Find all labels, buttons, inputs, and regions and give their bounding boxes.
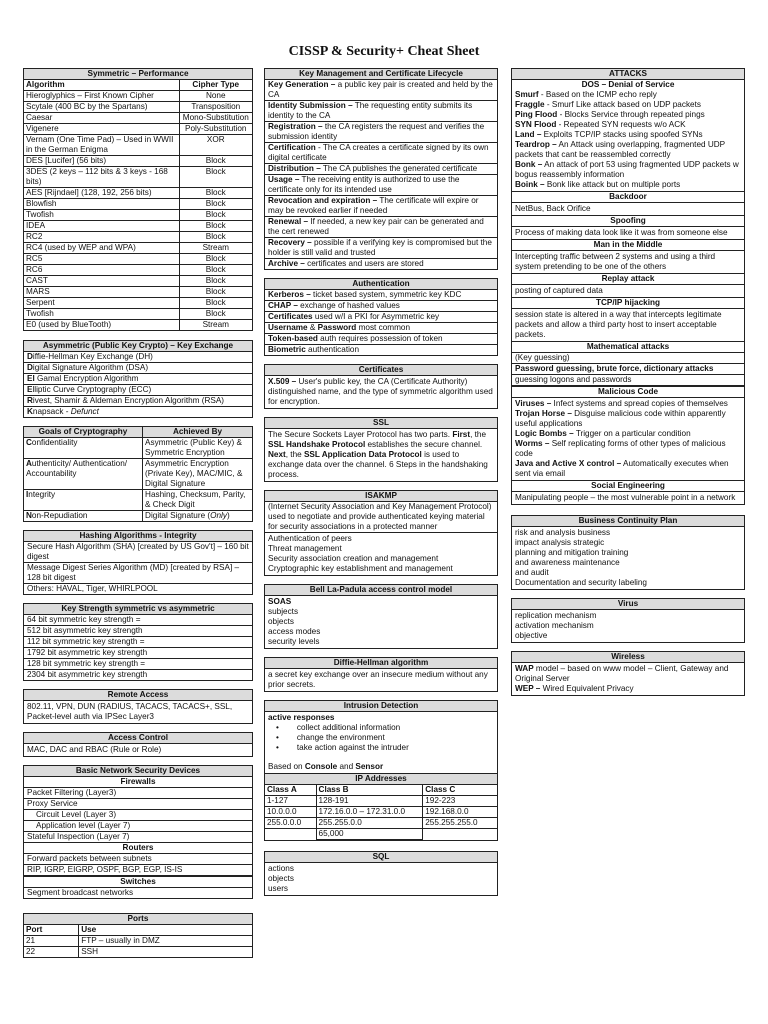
section-heading: IP Addresses: [265, 773, 497, 785]
table-row: 10.0.0.0 172.16.0.0 – 172.31.0.0 192.168.0.0: [265, 807, 497, 818]
key-management-section: [264, 68, 498, 270]
wireless-section: [511, 651, 745, 696]
list-item: Circuit Level (Layer 3): [24, 810, 252, 821]
list-item: Boink – Bonk like attack but on multiple ports: [515, 180, 681, 189]
table-row: 22 SSH: [24, 947, 252, 958]
section-heading: Virus: [512, 599, 744, 610]
sql-section: [264, 851, 498, 896]
section-heading: ATTACKS: [512, 69, 744, 80]
list-item: Java and Active X control – Automatically executes when sent via email: [515, 459, 729, 478]
list-item: Digital Signature Algorithm (DSA): [24, 363, 252, 374]
ssl-section: [264, 417, 498, 482]
section-heading: Intrusion Detection: [265, 701, 497, 712]
diffie-hellman-section: [264, 657, 498, 692]
table-row: Scytale (400 BC by the Spartans) Transposition: [24, 102, 252, 113]
list-item: Proxy Service: [24, 799, 252, 810]
list-item: Ping Flood - Blocks Service through repeated pings: [515, 110, 705, 119]
soas-label: SOAS: [268, 597, 292, 606]
column-header: Achieved By: [143, 427, 252, 438]
section-heading: Ports: [24, 914, 252, 925]
section-heading: Key Strength symmetric vs asymmetric: [24, 604, 252, 615]
list: [265, 533, 497, 575]
table-row: Integrity Hashing, Checksum, Parity, & Check Digit: [24, 490, 252, 511]
table-row: Twofish Block: [24, 309, 252, 320]
table-row: Serpent Block: [24, 298, 252, 309]
section-heading: Authentication: [265, 279, 497, 290]
list-item: and audit: [515, 568, 549, 577]
section-text: X.509 – User's public key, the CA (Certificate Authority) distinguished name, and the type of symmetric algorithm used for encryption.: [268, 377, 493, 406]
section-heading: Wireless: [512, 652, 744, 663]
subheading: Social Engineering: [512, 480, 744, 492]
asymmetric-section: [23, 340, 253, 418]
section-text: session state is altered in a way that intercepts legitimate packets and allow a third party host to insert acceptable packets.: [515, 310, 722, 339]
list-item: Identity Submission – The requesting entity submits its identity to the CA: [265, 101, 497, 122]
business-continuity-section: [511, 515, 745, 590]
column-header: Algorithm: [24, 80, 179, 91]
list-item: objects: [268, 617, 294, 626]
section-text: MAC, DAC and RBAC (Rule or Role): [27, 745, 162, 754]
column-middle: [264, 68, 498, 904]
column-header: Class B: [316, 785, 423, 796]
page-title: CISSP & Security+ Cheat Sheet: [288, 44, 480, 59]
list-item: Username & Password most common: [265, 323, 497, 334]
list-item: WEP – Wired Equivalent Privacy: [515, 684, 634, 693]
section-heading: Bell La-Padula access control model: [265, 585, 497, 596]
based-on-text: Based on Console and Sensor: [268, 762, 384, 771]
list-item: Rivest, Shamir & Aldeman Encryption Algorithm (RSA): [24, 396, 252, 407]
list-item: Secure Hash Algorithm (SHA) [created by US Gov't] – 160 bit digest: [24, 542, 252, 563]
list-item: Recovery – possible if a verifying key is compromised but the holder is still valid and trusted: [265, 238, 497, 259]
column-header: Class A: [265, 785, 316, 796]
subheading: Firewalls: [24, 777, 252, 788]
attacks-section: [511, 68, 745, 505]
table-row: Hieroglyphics – First Known Cipher None: [24, 91, 252, 102]
table-row: Twofish Block: [24, 210, 252, 221]
list-item: Others: HAVAL, Tiger, WHIRLPOOL: [27, 584, 158, 593]
list-item: impact analysis strategic: [515, 538, 605, 547]
list-item: Teardrop – An Attack using overlapping, fragmented UDP packets that cant be reassembled correctly: [515, 140, 725, 159]
table-row: RC6 Block: [24, 265, 252, 276]
table-row: 255.0.0.0 255.255.0.0 255.255.255.0: [265, 818, 497, 829]
ip-table: [265, 785, 497, 840]
section-heading: SQL: [265, 852, 497, 863]
column-left: [23, 68, 253, 966]
list-item: Logic Bombs – Trigger on a particular condition: [515, 429, 691, 438]
list-item: Trojan Horse – Disguise malicious code within apparently useful applications: [515, 409, 726, 428]
list-item: CHAP – exchange of hashed values: [265, 301, 497, 312]
section-heading: Key Management and Certificate Lifecycle: [265, 69, 497, 80]
list-item: Cryptographic key establishment and management: [268, 564, 453, 573]
list-item: Bonk – An attack of port 53 using fragmented UDP packets w bogus reassembly information: [515, 160, 739, 179]
list-item: RIP, IGRP, EIGRP, OSPF, BGP, EGP, IS-IS: [24, 865, 252, 876]
key-strength-section: [23, 603, 253, 681]
list-item: El Gamal Encryption Algorithm: [24, 374, 252, 385]
table-row: RC5 Block: [24, 254, 252, 265]
section-text: Intercepting traffic between 2 systems and using a third system pretending to be one of the others: [515, 252, 716, 271]
list-item: WAP model – based on www model – Client, Gateway and Original Server: [515, 664, 729, 683]
list-item: Renewal – If needed, a new key pair can be generated and the cert renewed: [265, 217, 497, 238]
section-text: Process of making data look like it was from someone else: [515, 228, 728, 237]
subheading: Spoofing: [512, 215, 744, 227]
section-heading: Access Control: [24, 733, 252, 744]
section-text: posting of captured data: [515, 286, 603, 295]
hashing-section: [23, 530, 253, 595]
certificates-section: [264, 364, 498, 409]
table-row: Confidentiality Asymmetric (Public Key) & Symmetric Encryption: [24, 438, 252, 459]
bullet-list: [268, 723, 494, 753]
table-row: 65,000: [265, 829, 497, 840]
list-item: Usage – The receiving entity is authorized to use the certificate only for its intended use: [265, 175, 497, 196]
section-text: The Secure Sockets Layer Protocol has two parts. First, the SSL Handshake Protocol establishes the secure channel. Next, the SSL Application Data Protocol is used to exchange data over the channel. 6 Steps in the handshaking process.: [268, 430, 488, 479]
list-item: Revocation and expiration – The certificate will expire or may be revoked earlier if needed: [265, 196, 497, 217]
column-right: [511, 68, 745, 704]
list: [265, 596, 497, 648]
section-text: a secret key exchange over an insecure medium without any prior secrets.: [268, 670, 488, 689]
ports-table: [24, 925, 252, 957]
list-item: access modes: [268, 627, 321, 636]
list-item: Viruses – Infect systems and spread copies of themselves: [515, 399, 728, 408]
table-row: CAST Block: [24, 276, 252, 287]
symmetric-table: [24, 80, 252, 330]
list-item: 2304 bit asymmetric key strength: [27, 670, 148, 679]
subheading: TCP/IP hijacking: [512, 297, 744, 309]
list-item: • collect additional information: [276, 723, 494, 733]
virus-section: [511, 598, 745, 643]
list-item: 1792 bit asymmetric key strength: [24, 648, 252, 659]
section-text: Manipulating people – the most vulnerable point in a network: [515, 493, 736, 502]
list-item: Application level (Layer 7): [24, 821, 252, 832]
list-item: SYN Flood - Repeated SYN requests w/o ACK: [515, 120, 686, 129]
list-item: security levels: [268, 637, 320, 646]
section-heading: Hashing Algorithms - Integrity: [24, 531, 252, 542]
section-heading: Diffie-Hellman algorithm: [265, 658, 497, 669]
list-item: Smurf - Based on the ICMP echo reply: [515, 90, 657, 99]
remote-access-section: [23, 689, 253, 724]
section-heading: Remote Access: [24, 690, 252, 701]
table-row: IDEA Block: [24, 221, 252, 232]
list-item: Distribution – The CA publishes the generated certificate: [265, 164, 497, 175]
list-item: users: [268, 884, 289, 893]
section-heading: Business Continuity Plan: [512, 516, 744, 527]
list-item: Token-based auth requires possession of token: [265, 334, 497, 345]
list-item: subjects: [268, 607, 299, 616]
table-row: 3DES (2 keys – 112 bits & 3 keys - 168 bits) Block: [24, 167, 252, 188]
access-control-section: [23, 732, 253, 757]
list-item: Registration – the CA registers the request and verifies the submission identity: [265, 122, 497, 143]
goals-table: [24, 427, 252, 521]
table-row: Non-Repudiation Digital Signature (Only): [24, 511, 252, 522]
list-item: Biometric authentication: [268, 345, 360, 354]
list-item: Key Generation – a public key pair is created and held by the CA: [265, 80, 497, 101]
list-item: Knapsack - Defunct: [27, 407, 99, 416]
section-heading: ISAKMP: [265, 491, 497, 502]
table-row: Blowfish Block: [24, 199, 252, 210]
list-item: (Key guessing): [512, 353, 744, 364]
subheading: Malicious Code: [512, 386, 744, 398]
column-header: Class C: [423, 785, 497, 796]
goals-section: [23, 426, 253, 522]
list-item: actions: [268, 864, 294, 873]
list-item: and awareness maintenance: [515, 558, 620, 567]
table-row: Caesar Mono-Substitution: [24, 113, 252, 124]
section-text: (Internet Security Association and Key Management Protocol) used to negotiate and provide authenticated keying material for security associations in a protected manner: [265, 502, 497, 533]
subheading: Backdoor: [512, 191, 744, 203]
list-item: Certification - The CA creates a certificate signed by its own digital certificate: [265, 143, 497, 164]
list-item: Elliptic Curve Cryptography (ECC): [24, 385, 252, 396]
section-heading: Certificates: [265, 365, 497, 376]
list-item: Security association creation and management: [268, 554, 439, 563]
list-item: 512 bit asymmetric key strength: [24, 626, 252, 637]
table-row: 21 FTP – usually in DMZ: [24, 936, 252, 947]
section-heading: Basic Network Security Devices: [24, 766, 252, 777]
table-row: MARS Block: [24, 287, 252, 298]
table-row: Vernam (One Time Pad) – Used in WWII in the German Enigma XOR: [24, 135, 252, 156]
list-item: Kerberos – ticket based system, symmetric key KDC: [265, 290, 497, 301]
table-row: RC4 (used by WEP and WPA) Stream: [24, 243, 252, 254]
list-item: Certificates used w/I a PKI for Asymmetric key: [265, 312, 497, 323]
subheading: Man in the Middle: [512, 239, 744, 251]
list-item: Archive – certificates and users are stored: [268, 259, 424, 268]
column-header: Cipher Type: [179, 80, 252, 91]
list-item: Worms – Self replicating forms of other types of malicious code: [515, 439, 726, 458]
list-item: 112 bit symmetric key strength =: [24, 637, 252, 648]
list-item: activation mechanism: [515, 621, 594, 630]
list-item: Diffie-Hellman Key Exchange (DH): [24, 352, 252, 363]
section-heading: Asymmetric (Public Key Crypto) – Key Exchange: [24, 341, 252, 352]
table-row: DES [Lucifer] (56 bits) Block: [24, 156, 252, 167]
list-item: Fraggle - Smurf Like attack based on UDP packets: [515, 100, 701, 109]
list-item: • change the environment: [276, 733, 494, 743]
list-item: Password guessing, brute force, dictionary attacks: [512, 364, 744, 375]
subheading: Replay attack: [512, 273, 744, 285]
column-header: Goals of Cryptography: [24, 427, 143, 438]
list-item: Land – Exploits TCP/IP stacks using spoofed SYNs: [515, 130, 703, 139]
subheading: DOS – Denial of Service: [581, 80, 675, 89]
list-item: risk and analysis business: [515, 528, 611, 537]
intrusion-detection-section: [264, 700, 498, 841]
list-item: Threat management: [268, 544, 342, 553]
list-item: objective: [515, 631, 548, 640]
ports-section: [23, 913, 253, 958]
table-row: RC2 Block: [24, 232, 252, 243]
table-row: 1-127 128-191 192-223: [265, 796, 497, 807]
list-item: Authentication of peers: [268, 534, 352, 543]
section-text: 802.11, VPN, DUN (RADIUS, TACACS, TACACS+, SSL, Packet-level auth via IPSec Layer3: [27, 702, 233, 721]
list-item: 64 bit symmetric key strength =: [24, 615, 252, 626]
list-item: 128 bit symmetric key strength =: [24, 659, 252, 670]
active-responses-label: active responses: [268, 713, 335, 722]
list-item: • take action against the intruder: [276, 743, 494, 753]
table-row: AES [Rijndael] (128, 192, 256 bits) Block: [24, 188, 252, 199]
list-item: Packet Filtering (Layer3): [24, 788, 252, 799]
list-item: guessing logons and passwords: [512, 375, 744, 386]
section-heading: Symmetric – Performance: [24, 69, 252, 80]
table-row: Vigenere Poly-Substitution: [24, 124, 252, 135]
list-item: replication mechanism: [515, 611, 597, 620]
list-item: Documentation and security labeling: [515, 578, 647, 587]
symmetric-section: [23, 68, 253, 331]
table-row: E0 (used by BlueTooth) Stream: [24, 320, 252, 331]
subheading: Switches: [24, 876, 252, 888]
list-item: Segment broadcast networks: [27, 888, 134, 897]
list-item: objects: [268, 874, 294, 883]
isakmp-section: [264, 490, 498, 576]
table-row: Authenticity/ Authentication/ Accountability Asymmetric Encryption (Private Key), MAC/MIC, & Digital Signature: [24, 459, 252, 490]
column-header: Port: [24, 925, 79, 936]
list-item: Stateful Inspection (Layer 7): [24, 832, 252, 843]
list-item: Forward packets between subnets: [24, 854, 252, 865]
subheading: Routers: [24, 843, 252, 854]
list-item: Message Digest Series Algorithm (MD) [created by RSA] – 128 bit digest: [24, 563, 252, 584]
section-heading: SSL: [265, 418, 497, 429]
bell-lapadula-section: [264, 584, 498, 649]
list-item: planning and mitigation training: [515, 548, 629, 557]
authentication-section: [264, 278, 498, 356]
network-devices-section: [23, 765, 253, 899]
column-header: Use: [79, 925, 252, 936]
section-text: NetBus, Back Orifice: [515, 204, 591, 213]
subheading: Mathematical attacks: [512, 341, 744, 353]
